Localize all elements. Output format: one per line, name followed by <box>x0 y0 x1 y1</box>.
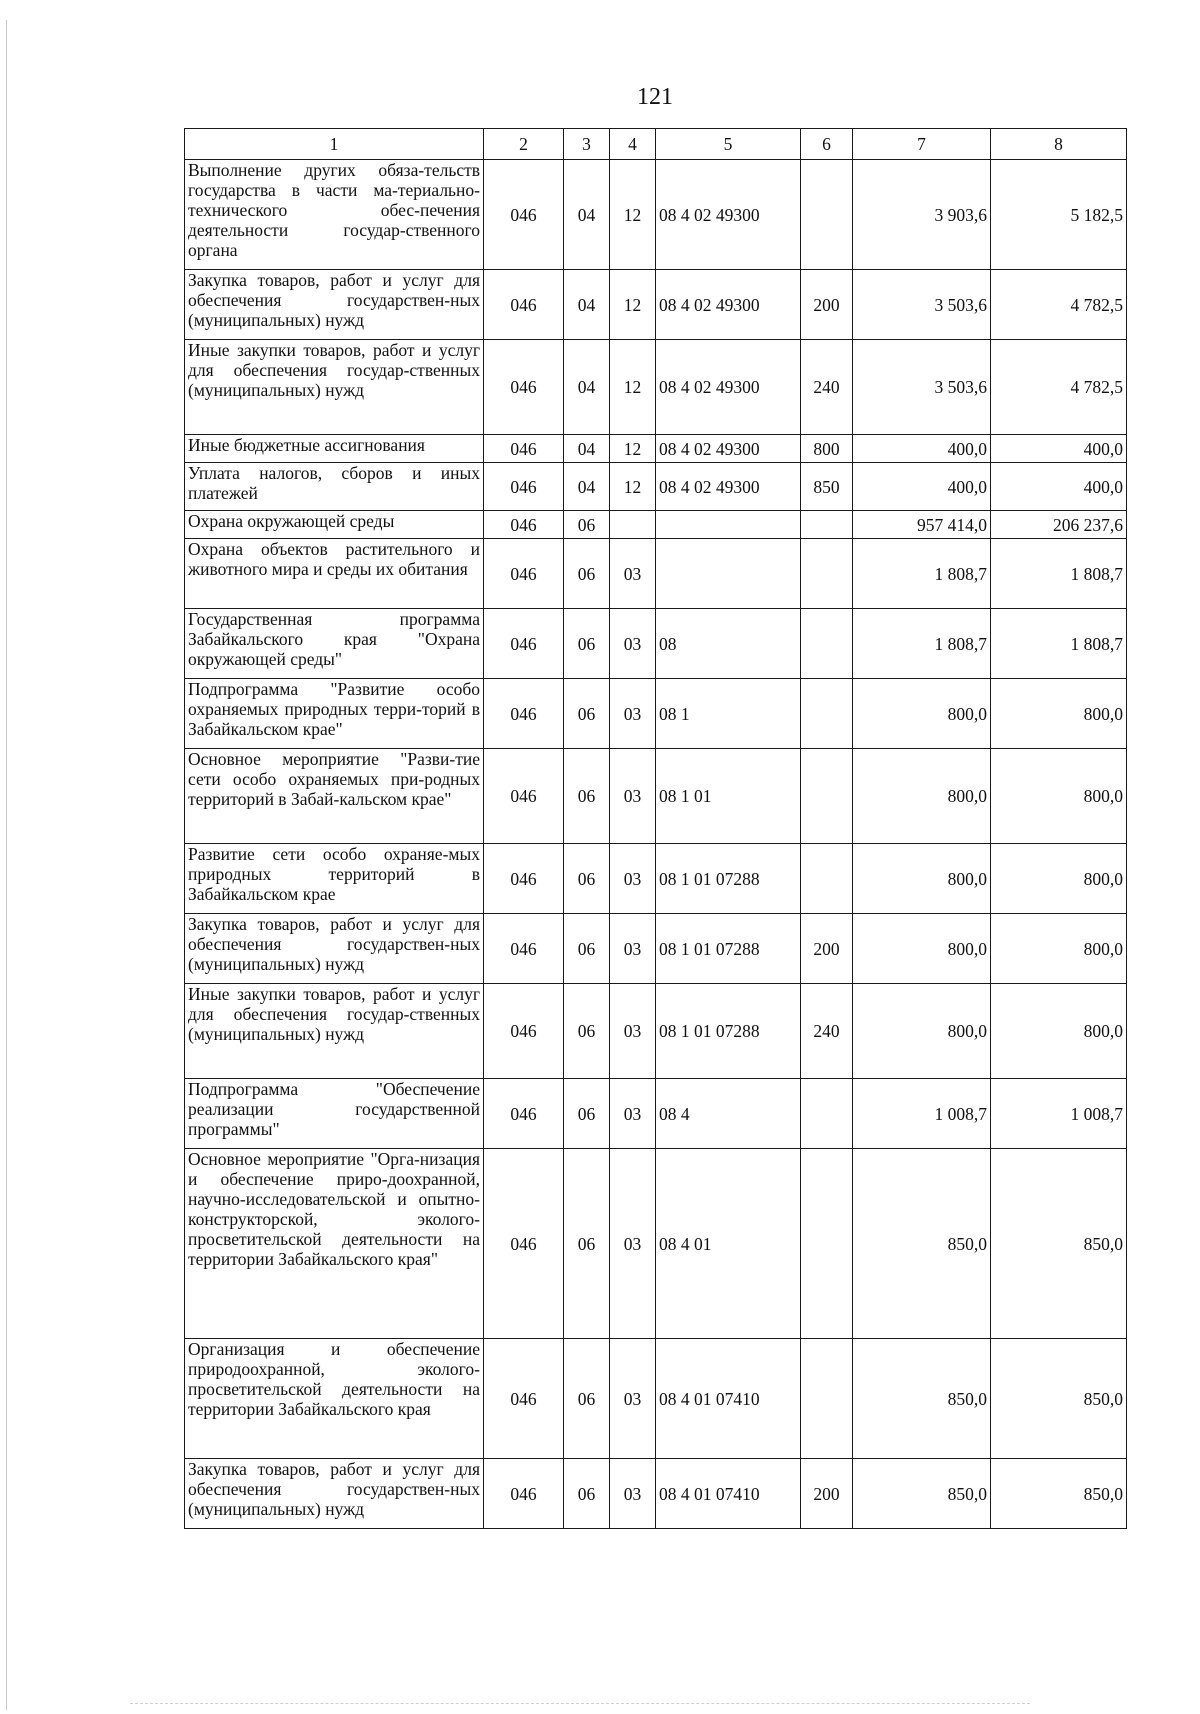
scan-edge-bottom <box>130 1703 1030 1704</box>
cell-amount-2: 1 008,7 <box>991 1079 1127 1149</box>
table-row <box>185 749 1127 844</box>
cell-section: 06 <box>564 539 610 609</box>
cell-amount-2: 850,0 <box>991 1459 1127 1529</box>
cell-ministry: 046 <box>484 160 564 270</box>
cell-expense-type <box>801 679 853 749</box>
column-header-row <box>185 129 1127 160</box>
cell-ministry: 046 <box>484 844 564 914</box>
cell-amount-2: 850,0 <box>991 1149 1127 1339</box>
column-header: 3 <box>564 129 610 160</box>
column-header: 7 <box>853 129 991 160</box>
row-name: Иные закупки товаров, работ и услуг для обеспечения государ-ственных (муниципальных) нужд <box>185 340 484 435</box>
cell-expense-type <box>801 844 853 914</box>
cell-ministry: 046 <box>484 463 564 511</box>
column-header: 1 <box>185 129 484 160</box>
cell-amount-1: 400,0 <box>853 463 991 511</box>
row-name: Государственная программа Забайкальского края "Охрана окружающей среды" <box>185 609 484 679</box>
table-row <box>185 1459 1127 1529</box>
cell-target-article: 08 4 01 <box>656 1149 801 1339</box>
cell-section: 04 <box>564 340 610 435</box>
cell-ministry: 046 <box>484 1149 564 1339</box>
budget-table <box>184 128 1127 1529</box>
cell-target-article: 08 1 01 07288 <box>656 914 801 984</box>
cell-subsection: 12 <box>610 270 656 340</box>
cell-expense-type <box>801 609 853 679</box>
row-name: Организация и обеспечение природоохранной, эколого-просветительской деятельности на территории Забайкальского края <box>185 1339 484 1459</box>
column-header: 4 <box>610 129 656 160</box>
table-row <box>185 511 1127 539</box>
cell-section: 04 <box>564 435 610 463</box>
scan-edge-left <box>6 20 7 1710</box>
cell-amount-1: 400,0 <box>853 435 991 463</box>
cell-ministry: 046 <box>484 340 564 435</box>
cell-section: 06 <box>564 1459 610 1529</box>
cell-target-article: 08 <box>656 609 801 679</box>
cell-section: 06 <box>564 1339 610 1459</box>
cell-expense-type <box>801 749 853 844</box>
cell-amount-2: 400,0 <box>991 463 1127 511</box>
cell-amount-2: 800,0 <box>991 984 1127 1079</box>
table-row <box>185 914 1127 984</box>
row-name: Иные закупки товаров, работ и услуг для обеспечения государ-ственных (муниципальных) нужд <box>185 984 484 1079</box>
table-row <box>185 160 1127 270</box>
cell-target-article: 08 4 01 07410 <box>656 1339 801 1459</box>
cell-amount-1: 957 414,0 <box>853 511 991 539</box>
cell-target-article: 08 4 <box>656 1079 801 1149</box>
cell-expense-type <box>801 539 853 609</box>
table-row <box>185 1079 1127 1149</box>
cell-expense-type: 200 <box>801 270 853 340</box>
cell-section: 06 <box>564 511 610 539</box>
table-row <box>185 984 1127 1079</box>
cell-target-article: 08 4 02 49300 <box>656 435 801 463</box>
cell-amount-2: 1 808,7 <box>991 539 1127 609</box>
table-row <box>185 270 1127 340</box>
cell-target-article <box>656 511 801 539</box>
row-name: Выполнение других обяза-тельств государства в части ма-териально-технического обес-печения деятельности государ-ственного органа <box>185 160 484 270</box>
cell-subsection: 03 <box>610 749 656 844</box>
cell-ministry: 046 <box>484 435 564 463</box>
cell-target-article: 08 1 01 07288 <box>656 984 801 1079</box>
table-row <box>185 340 1127 435</box>
cell-amount-2: 5 182,5 <box>991 160 1127 270</box>
cell-target-article: 08 4 02 49300 <box>656 270 801 340</box>
cell-amount-2: 850,0 <box>991 1339 1127 1459</box>
cell-ministry: 046 <box>484 914 564 984</box>
cell-subsection: 03 <box>610 539 656 609</box>
cell-amount-2: 800,0 <box>991 749 1127 844</box>
cell-ministry: 046 <box>484 749 564 844</box>
cell-amount-1: 800,0 <box>853 679 991 749</box>
cell-ministry: 046 <box>484 270 564 340</box>
cell-section: 06 <box>564 984 610 1079</box>
cell-subsection: 03 <box>610 984 656 1079</box>
cell-subsection: 03 <box>610 1079 656 1149</box>
cell-amount-1: 850,0 <box>853 1339 991 1459</box>
cell-section: 06 <box>564 914 610 984</box>
table-row <box>185 539 1127 609</box>
cell-amount-1: 800,0 <box>853 914 991 984</box>
cell-amount-2: 1 808,7 <box>991 609 1127 679</box>
table-row <box>185 1149 1127 1339</box>
cell-subsection: 03 <box>610 914 656 984</box>
cell-section: 04 <box>564 270 610 340</box>
cell-amount-2: 4 782,5 <box>991 270 1127 340</box>
page-number: 121 <box>637 84 673 110</box>
cell-subsection: 03 <box>610 1149 656 1339</box>
cell-expense-type <box>801 511 853 539</box>
cell-ministry: 046 <box>484 1079 564 1149</box>
cell-section: 04 <box>564 160 610 270</box>
cell-expense-type: 850 <box>801 463 853 511</box>
cell-target-article: 08 4 02 49300 <box>656 160 801 270</box>
cell-amount-1: 3 903,6 <box>853 160 991 270</box>
cell-target-article <box>656 539 801 609</box>
table-row <box>185 679 1127 749</box>
cell-target-article: 08 1 01 07288 <box>656 844 801 914</box>
cell-section: 06 <box>564 1149 610 1339</box>
cell-subsection: 12 <box>610 160 656 270</box>
column-header: 2 <box>484 129 564 160</box>
cell-amount-1: 3 503,6 <box>853 270 991 340</box>
table-body <box>185 160 1127 1529</box>
cell-section: 06 <box>564 749 610 844</box>
cell-ministry: 046 <box>484 609 564 679</box>
cell-amount-1: 3 503,6 <box>853 340 991 435</box>
row-name: Основное мероприятие "Орга-низация и обеспечение приро-доохранной, научно-исследовательской и опытно-конструкторской, эколого-просветительской деятельности на территории Забайкальского края" <box>185 1149 484 1339</box>
row-name: Закупка товаров, работ и услуг для обеспечения государствен-ных (муниципальных) нужд <box>185 1459 484 1529</box>
cell-target-article: 08 1 01 <box>656 749 801 844</box>
cell-amount-2: 4 782,5 <box>991 340 1127 435</box>
cell-subsection: 03 <box>610 1339 656 1459</box>
cell-amount-1: 800,0 <box>853 844 991 914</box>
cell-expense-type: 200 <box>801 914 853 984</box>
cell-subsection <box>610 511 656 539</box>
row-name: Охрана объектов растительного и животного мира и среды их обитания <box>185 539 484 609</box>
cell-ministry: 046 <box>484 1459 564 1529</box>
row-name: Закупка товаров, работ и услуг для обеспечения государствен-ных (муниципальных) нужд <box>185 914 484 984</box>
cell-target-article: 08 1 <box>656 679 801 749</box>
cell-subsection: 12 <box>610 435 656 463</box>
table-row <box>185 609 1127 679</box>
cell-subsection: 03 <box>610 609 656 679</box>
cell-target-article: 08 4 01 07410 <box>656 1459 801 1529</box>
cell-section: 04 <box>564 463 610 511</box>
cell-ministry: 046 <box>484 984 564 1079</box>
row-name: Охрана окружающей среды <box>185 511 484 539</box>
cell-amount-2: 206 237,6 <box>991 511 1127 539</box>
cell-amount-1: 800,0 <box>853 984 991 1079</box>
table-row <box>185 463 1127 511</box>
row-name: Иные бюджетные ассигнования <box>185 435 484 463</box>
cell-amount-1: 1 808,7 <box>853 539 991 609</box>
cell-subsection: 03 <box>610 844 656 914</box>
cell-section: 06 <box>564 1079 610 1149</box>
cell-section: 06 <box>564 679 610 749</box>
cell-ministry: 046 <box>484 679 564 749</box>
column-header: 8 <box>991 129 1127 160</box>
cell-target-article: 08 4 02 49300 <box>656 463 801 511</box>
cell-expense-type: 800 <box>801 435 853 463</box>
cell-section: 06 <box>564 609 610 679</box>
table-row <box>185 1339 1127 1459</box>
cell-ministry: 046 <box>484 511 564 539</box>
cell-subsection: 03 <box>610 1459 656 1529</box>
cell-subsection: 12 <box>610 340 656 435</box>
cell-subsection: 12 <box>610 463 656 511</box>
cell-amount-2: 800,0 <box>991 914 1127 984</box>
cell-amount-1: 800,0 <box>853 749 991 844</box>
cell-amount-2: 400,0 <box>991 435 1127 463</box>
cell-ministry: 046 <box>484 539 564 609</box>
row-name: Подпрограмма "Обеспечение реализации государственной программы" <box>185 1079 484 1149</box>
cell-amount-1: 1 008,7 <box>853 1079 991 1149</box>
cell-target-article: 08 4 02 49300 <box>656 340 801 435</box>
cell-expense-type <box>801 1079 853 1149</box>
row-name: Подпрограмма "Развитие особо охраняемых природных терри-торий в Забайкальском крае" <box>185 679 484 749</box>
table-row <box>185 435 1127 463</box>
cell-amount-2: 800,0 <box>991 844 1127 914</box>
cell-amount-2: 800,0 <box>991 679 1127 749</box>
cell-amount-1: 850,0 <box>853 1149 991 1339</box>
cell-subsection: 03 <box>610 679 656 749</box>
row-name: Основное мероприятие "Разви-тие сети особо охраняемых при-родных территорий в Забай-кальском крае" <box>185 749 484 844</box>
column-header: 5 <box>656 129 801 160</box>
cell-section: 06 <box>564 844 610 914</box>
cell-expense-type <box>801 160 853 270</box>
cell-expense-type: 240 <box>801 340 853 435</box>
cell-amount-1: 850,0 <box>853 1459 991 1529</box>
cell-expense-type: 240 <box>801 984 853 1079</box>
column-header: 6 <box>801 129 853 160</box>
cell-expense-type: 200 <box>801 1459 853 1529</box>
cell-ministry: 046 <box>484 1339 564 1459</box>
row-name: Уплата налогов, сборов и иных платежей <box>185 463 484 511</box>
cell-amount-1: 1 808,7 <box>853 609 991 679</box>
row-name: Закупка товаров, работ и услуг для обеспечения государствен-ных (муниципальных) нужд <box>185 270 484 340</box>
cell-expense-type <box>801 1339 853 1459</box>
row-name: Развитие сети особо охраняе-мых природных территорий в Забайкальском крае <box>185 844 484 914</box>
cell-expense-type <box>801 1149 853 1339</box>
table-row <box>185 844 1127 914</box>
